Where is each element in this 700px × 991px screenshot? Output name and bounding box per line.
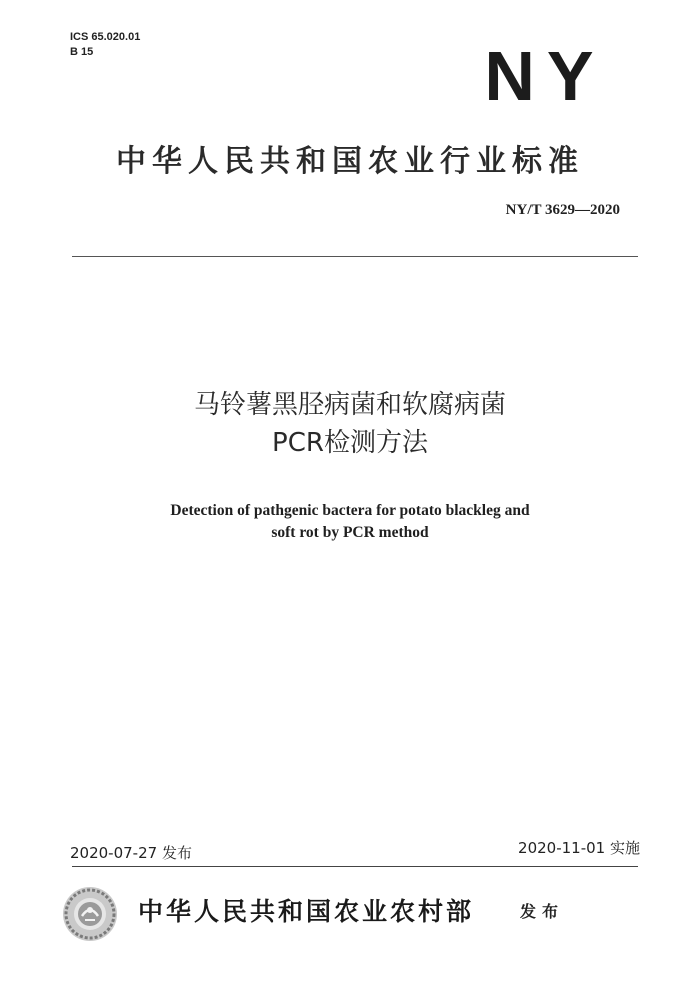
document-title-en-line2: soft rot by PCR method	[271, 524, 429, 541]
publish-date: 2020-07-27 发布	[70, 844, 192, 862]
document-title-cn-line1: 马铃薯黑胫病菌和软腐病菌	[193, 390, 506, 420]
standard-number: NY/T 3629—2020	[505, 202, 620, 218]
classification-block	[70, 30, 140, 60]
ministry-name: 中华人民共和国农业农村部	[138, 897, 475, 926]
ministry-emblem-icon	[62, 886, 118, 942]
ics-code: ICS 65.020.01	[70, 31, 141, 43]
standard-category-title: 中华人民共和国农业行业标准	[116, 144, 584, 179]
document-title-en	[100, 500, 600, 544]
ny-logo: NY	[484, 37, 606, 115]
document-title-en-line1: Detection of pathgenic bactera for potato blackleg and	[170, 502, 530, 519]
issue-label: 发布	[520, 902, 565, 921]
document-title-cn-line2: PCR检测方法	[272, 428, 428, 458]
implement-date: 2020-11-01 实施	[518, 839, 640, 857]
top-divider	[72, 256, 638, 257]
class-code: B 15	[70, 46, 94, 58]
document-title-cn	[80, 386, 620, 462]
bottom-divider	[72, 866, 638, 867]
